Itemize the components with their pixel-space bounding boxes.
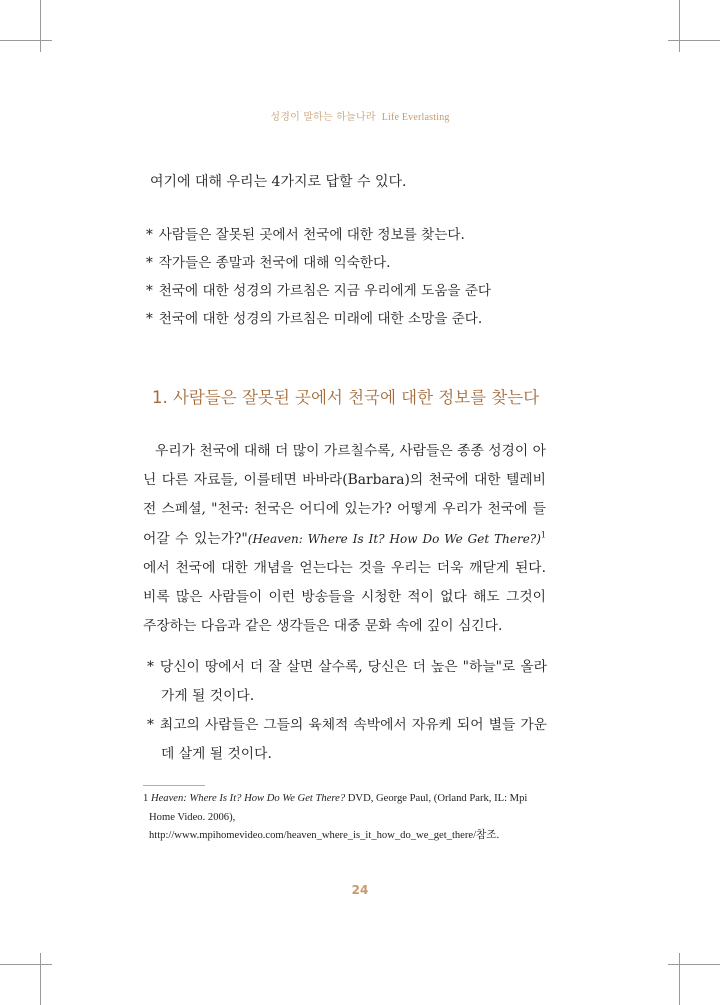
list-item: [147, 711, 547, 769]
intro-line: 여기에 대해 우리는 4가지로 답할 수 있다.: [150, 174, 407, 190]
list-item-text: 작가들은 종말과 천국에 대해 익숙한다.: [158, 255, 391, 271]
bullet-mark: *: [146, 311, 153, 327]
footnote-divider: [143, 785, 205, 786]
body-text-part2: 에서 천국에 대한 개념을 얻는다는 것을 우리는 더욱 깨닫게 된다. 비록 많은 사람들이 이런 방송들을 시청한 적이 없다 해도 그것이 주장하는 다음과 같은 생각들은 대중 문화 속에 깊이 심긴다.: [143, 559, 546, 635]
english-title: (Heaven: Where Is It? How Do We Get There?): [247, 531, 541, 546]
bullet-mark: *: [147, 717, 154, 733]
summary-list: [146, 221, 556, 333]
crop-mark: [40, 0, 41, 52]
crop-mark: [668, 964, 720, 965]
crop-mark: [40, 953, 41, 1005]
crop-mark: [0, 40, 52, 41]
footnote-number: 1: [143, 793, 149, 804]
list-item-text: 천국에 대한 성경의 가르침은 지금 우리에게 도움을 준다: [158, 283, 492, 299]
crop-mark: [0, 964, 52, 965]
bullet-mark: *: [146, 283, 153, 299]
list-item: [146, 277, 556, 305]
list-item-text: 사람들은 잘못된 곳에서 천국에 대한 정보를 찾는다.: [158, 227, 465, 243]
list-item: [147, 653, 547, 711]
list-item: [146, 221, 556, 249]
running-header-english: Life Everlasting: [381, 112, 450, 123]
footnote: [143, 790, 554, 846]
body-paragraph: [143, 437, 546, 641]
section-heading: 1. 사람들은 잘못된 곳에서 천국에 대한 정보를 찾는다: [152, 388, 540, 407]
running-header-korean: 성경이 말하는 하늘나라: [270, 112, 376, 123]
list-item: [146, 305, 556, 333]
bullet-mark: *: [147, 659, 154, 675]
running-header: [0, 108, 720, 123]
bullet-mark: *: [146, 255, 153, 271]
bullet-mark: *: [146, 227, 153, 243]
body-text-part1: 우리가 천국에 대해 더 많이 가르칠수록, 사람들은 종종 성경이 아닌 다른 자료들, 이를테면 바바라(Barbara)의 천국에 대한 텔레비전 스페셜, "천국: 천국은 어디에 있는가? 어떻게 우리가 천국에 들어갈 수 있는가?": [143, 443, 546, 547]
crop-mark: [668, 40, 720, 41]
footnote-ref[interactable]: 1: [540, 530, 546, 540]
list-item-text: 천국에 대한 성경의 가르침은 미래에 대한 소망을 준다.: [158, 311, 483, 327]
footnote-text: DVD, George Paul, (Orland Park, IL: Mpi Home Video. 2006), http://www.mpihomevideo.com/heaven_where_is_it_how_do_we_get_there/참조.: [149, 793, 528, 841]
page-number: 24: [351, 883, 369, 897]
list-item-text: 최고의 사람들은 그들의 육체적 속박에서 자유케 되어 별들 가운데 살게 될 것이다.: [159, 717, 547, 762]
belief-list: [147, 653, 547, 769]
footnote-title: Heaven: Where Is It? How Do We Get There?: [150, 793, 346, 804]
list-item-text: 당신이 땅에서 더 잘 살면 살수록, 당신은 더 높은 "하늘"로 올라가게 될 것이다.: [159, 659, 547, 704]
crop-mark: [679, 953, 680, 1005]
list-item: [146, 249, 556, 277]
crop-mark: [679, 0, 680, 52]
